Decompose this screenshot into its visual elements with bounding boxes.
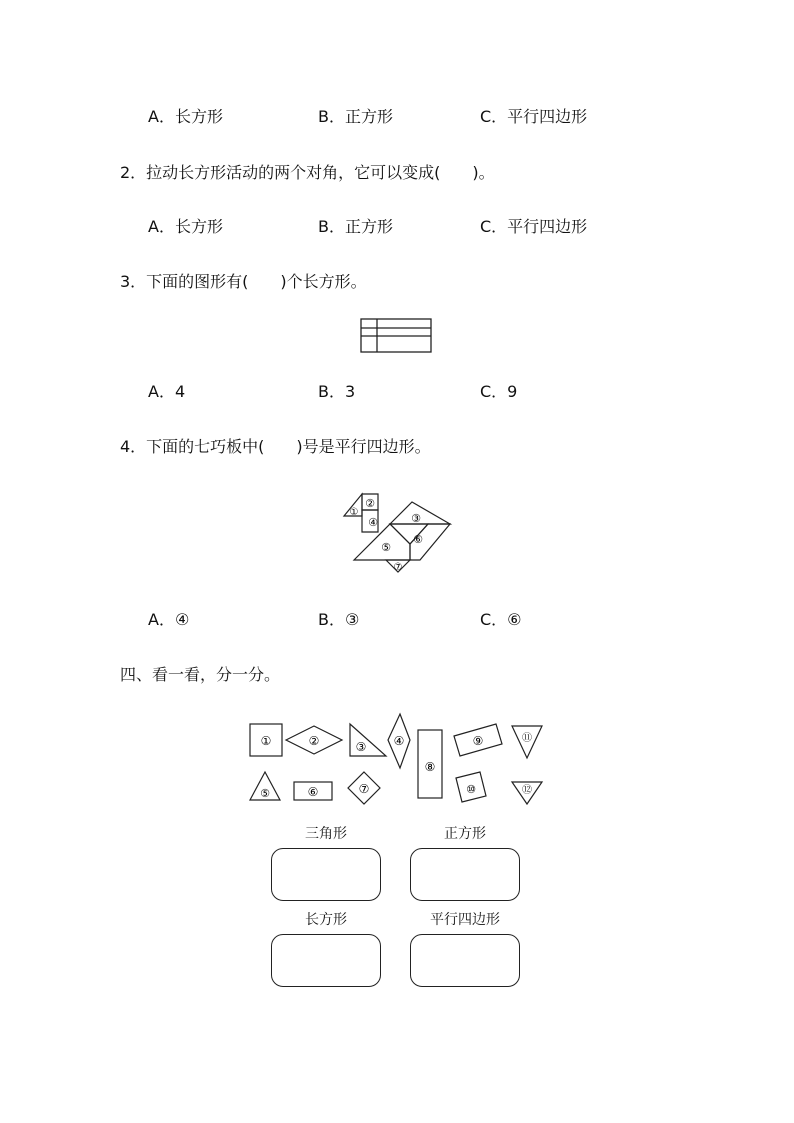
shape-label-5: ⑤	[260, 787, 270, 800]
q3-option-b[interactable]: B．3	[318, 382, 356, 401]
rectangle-figure	[360, 318, 434, 354]
shape-label-1: ①	[260, 734, 272, 748]
shape-label-6: ⑥	[307, 785, 319, 799]
category-label-square: 正方形	[444, 826, 486, 842]
tangram-label-7: ⑦	[393, 562, 403, 573]
tangram-duck-figure	[340, 488, 460, 576]
shape-label-12: ⑫	[522, 785, 532, 796]
q4-option-b[interactable]: B．③	[318, 610, 360, 629]
shape-label-9: ⑨	[472, 734, 484, 748]
q2-option-a[interactable]: A．长方形	[148, 217, 223, 236]
tangram-label-5: ⑤	[381, 541, 391, 554]
shape-label-3: ③	[355, 740, 367, 754]
q2-option-c[interactable]: C．平行四边形	[480, 217, 588, 236]
q4-option-a[interactable]: A．④	[148, 610, 190, 629]
tangram-label-6: ⑥	[413, 533, 423, 546]
shape-label-7: ⑦	[358, 782, 370, 796]
category-label-parallelogram: 平行四边形	[430, 912, 500, 928]
shape-label-2: ②	[308, 734, 320, 748]
category-label-rectangle: 长方形	[305, 912, 347, 928]
q1-option-b[interactable]: B．正方形	[318, 107, 393, 126]
q2-option-b[interactable]: B．正方形	[318, 217, 393, 236]
shape-label-8: ⑧	[424, 760, 436, 774]
tangram-label-2: ②	[365, 497, 375, 510]
tangram-label-1: ①	[349, 507, 359, 518]
tangram-label-4: ④	[368, 516, 378, 529]
question-4: 4．下面的七巧板中( )号是平行四边形。	[120, 437, 431, 456]
section-4-title: 四、看一看，分一分。	[120, 665, 281, 684]
q3-option-a[interactable]: A．4	[148, 382, 186, 401]
category-label-triangle: 三角形	[305, 826, 347, 842]
shape-label-10: ⑩	[466, 783, 476, 796]
tangram-label-3: ③	[411, 512, 421, 525]
shape-label-4: ④	[393, 734, 405, 748]
answer-box-rectangle[interactable]	[271, 934, 381, 987]
answer-box-square[interactable]	[410, 848, 520, 901]
answer-box-parallelogram[interactable]	[410, 934, 520, 987]
question-3: 3．下面的图形有( )个长方形。	[120, 272, 367, 291]
q1-option-a[interactable]: A．长方形	[148, 107, 223, 126]
q1-option-c[interactable]: C．平行四边形	[480, 107, 588, 126]
question-2: 2．拉动长方形活动的两个对角，它可以变成( )。	[120, 163, 495, 182]
answer-box-triangle[interactable]	[271, 848, 381, 901]
q4-option-c[interactable]: C．⑥	[480, 610, 522, 629]
shape-label-11: ⑪	[522, 733, 532, 744]
shapes-figure	[240, 708, 560, 808]
q3-option-c[interactable]: C．9	[480, 382, 518, 401]
